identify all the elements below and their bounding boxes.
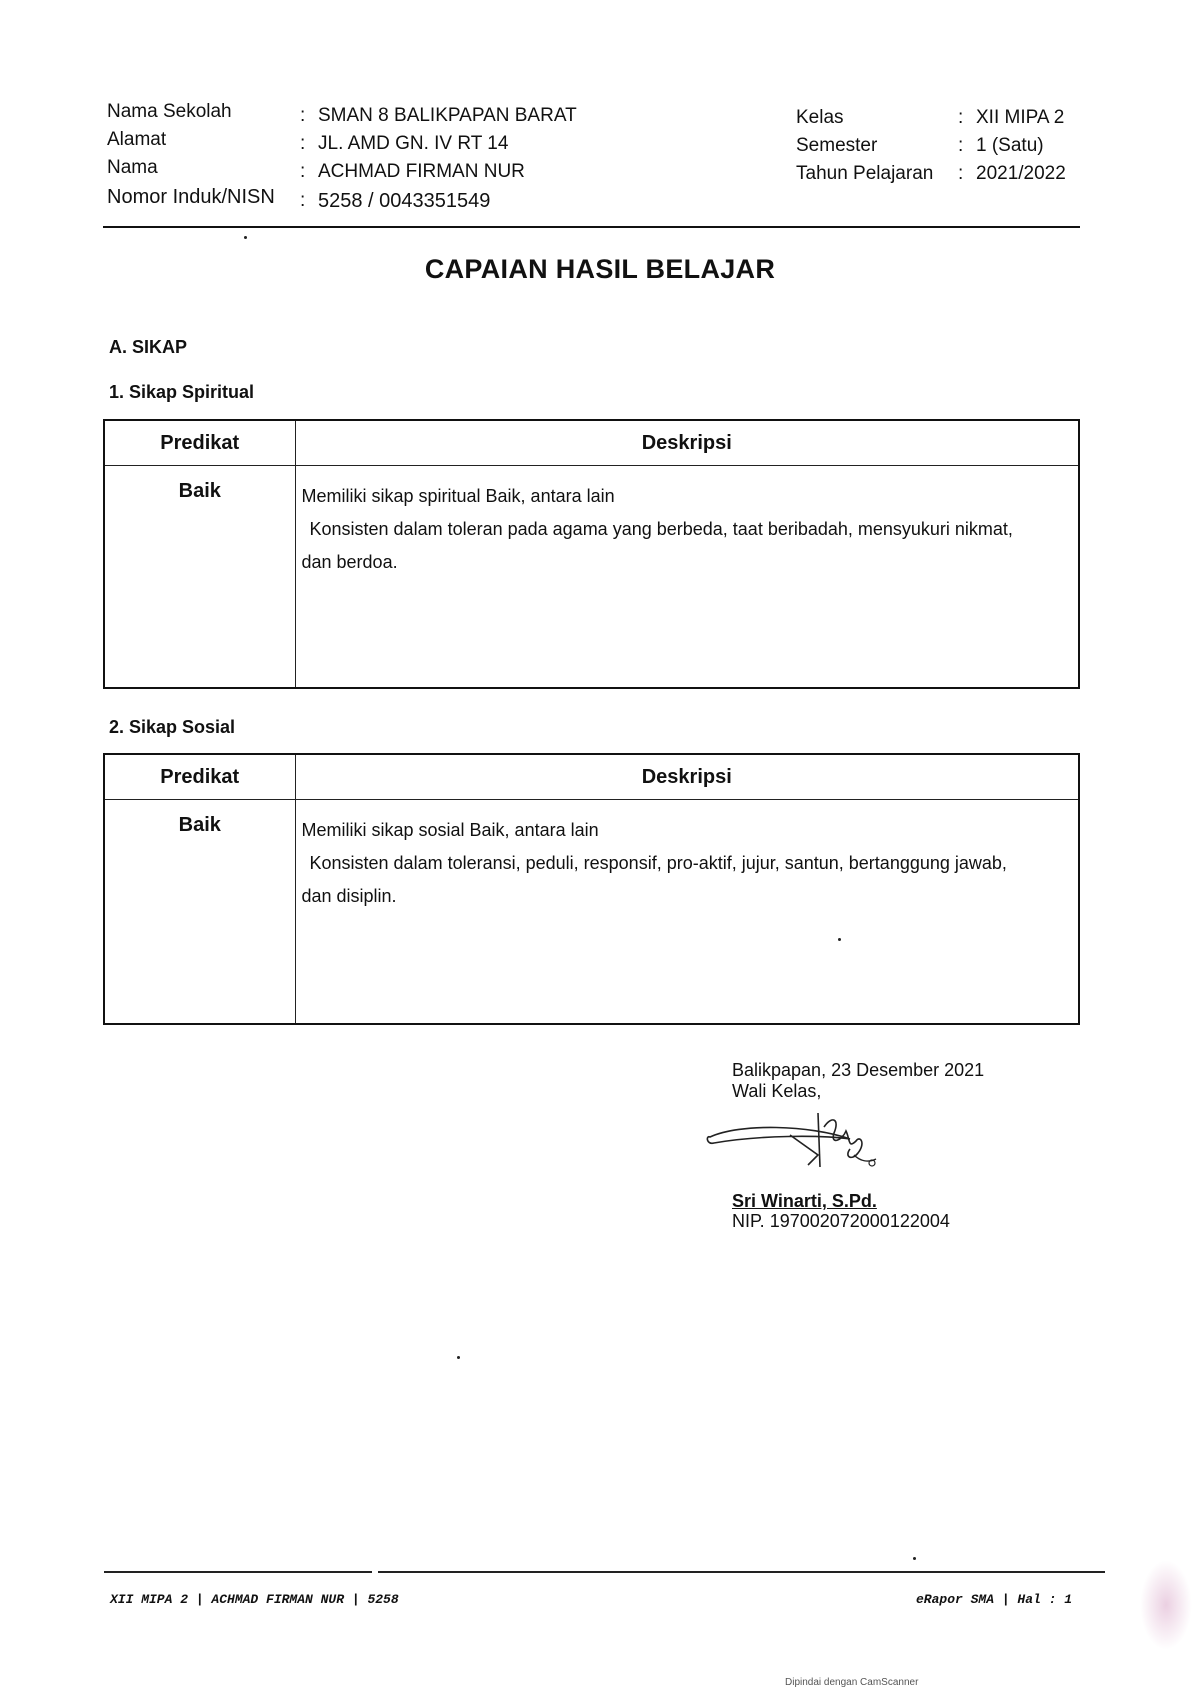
header-label-address: Alamat bbox=[107, 129, 167, 150]
column-header-predikat: Predikat bbox=[104, 754, 295, 800]
scan-speck bbox=[244, 236, 247, 239]
page-title: CAPAIAN HASIL BELAJAR bbox=[424, 254, 776, 284]
header-value-name: ACHMAD FIRMAN NUR bbox=[318, 161, 525, 182]
header-sep: : bbox=[300, 190, 306, 211]
description-line: Konsisten dalam toleransi, peduli, responsif, pro-aktif, jujur, santun, bertanggung jawab, bbox=[309, 853, 1007, 873]
subsection-heading-spiritual: 1. Sikap Spiritual bbox=[109, 382, 255, 402]
header-sep: : bbox=[300, 105, 306, 126]
description-line: Konsisten dalam toleran pada agama yang berbeda, taat beribadah, mensyukuri nikmat, bbox=[309, 519, 1013, 539]
header-label-year: Tahun Pelajaran bbox=[796, 163, 934, 184]
header-value-school: SMAN 8 BALIKPAPAN BARAT bbox=[318, 105, 577, 126]
signature-role: Wali Kelas, bbox=[732, 1081, 822, 1101]
scan-speck bbox=[913, 1557, 916, 1560]
header-value-address: JL. AMD GN. IV RT 14 bbox=[318, 133, 509, 154]
scan-speck bbox=[457, 1356, 460, 1359]
header-sep: : bbox=[958, 163, 964, 184]
scan-speck bbox=[838, 938, 841, 941]
table-row bbox=[104, 800, 1079, 1025]
footer-left-text: XII MIPA 2 | ACHMAD FIRMAN NUR | 5258 bbox=[110, 1592, 399, 1607]
header-label-semester: Semester bbox=[796, 135, 878, 156]
predikat-value: Baik bbox=[104, 466, 295, 689]
header-label-school: Nama Sekolah bbox=[107, 101, 232, 122]
header-value-semester: 1 (Satu) bbox=[976, 135, 1044, 156]
header-value-year: 2021/2022 bbox=[976, 163, 1066, 184]
section-heading-sikap: A. SIKAP bbox=[109, 337, 188, 357]
table-row bbox=[104, 466, 1079, 689]
description-line: dan disiplin. bbox=[301, 886, 397, 906]
subsection-heading-sosial: 2. Sikap Sosial bbox=[109, 717, 236, 737]
sosial-table bbox=[103, 753, 1080, 1025]
description-cell bbox=[295, 466, 1079, 689]
footer-divider-left bbox=[104, 1571, 372, 1573]
header-value-class: XII MIPA 2 bbox=[976, 107, 1065, 128]
signature-place-date: Balikpapan, 23 Desember 2021 bbox=[732, 1060, 985, 1080]
header-sep: : bbox=[958, 107, 964, 128]
header-value-nisn: 5258 / 0043351549 bbox=[318, 190, 491, 212]
stamp-smudge bbox=[1140, 1560, 1192, 1650]
column-header-predikat: Predikat bbox=[104, 420, 295, 466]
scan-watermark: Dipindai dengan CamScanner bbox=[785, 1677, 919, 1688]
header-divider bbox=[103, 226, 1080, 228]
description-line: Memiliki sikap spiritual Baik, antara lain bbox=[301, 486, 615, 506]
description-line: Memiliki sikap sosial Baik, antara lain bbox=[301, 820, 599, 840]
description-cell bbox=[295, 800, 1079, 1025]
predikat-value: Baik bbox=[104, 800, 295, 1025]
spiritual-table bbox=[103, 419, 1080, 689]
header-label-name: Nama bbox=[107, 157, 158, 178]
header-sep: : bbox=[300, 161, 306, 182]
header-sep: : bbox=[300, 133, 306, 154]
footer-right-text: eRapor SMA | Hal : 1 bbox=[916, 1592, 1073, 1607]
signature-nip: NIP. 197002072000122004 bbox=[732, 1211, 950, 1231]
description-line: dan berdoa. bbox=[301, 552, 398, 572]
header-sep: : bbox=[958, 135, 964, 156]
handwritten-signature bbox=[700, 1105, 890, 1175]
header-label-class: Kelas bbox=[796, 107, 844, 128]
signature-name: Sri Winarti, S.Pd. bbox=[732, 1191, 877, 1211]
column-header-deskripsi: Deskripsi bbox=[295, 420, 1079, 466]
column-header-deskripsi: Deskripsi bbox=[295, 754, 1079, 800]
footer-divider-right bbox=[378, 1571, 1105, 1573]
header-label-nisn: Nomor Induk/NISN bbox=[107, 186, 275, 208]
